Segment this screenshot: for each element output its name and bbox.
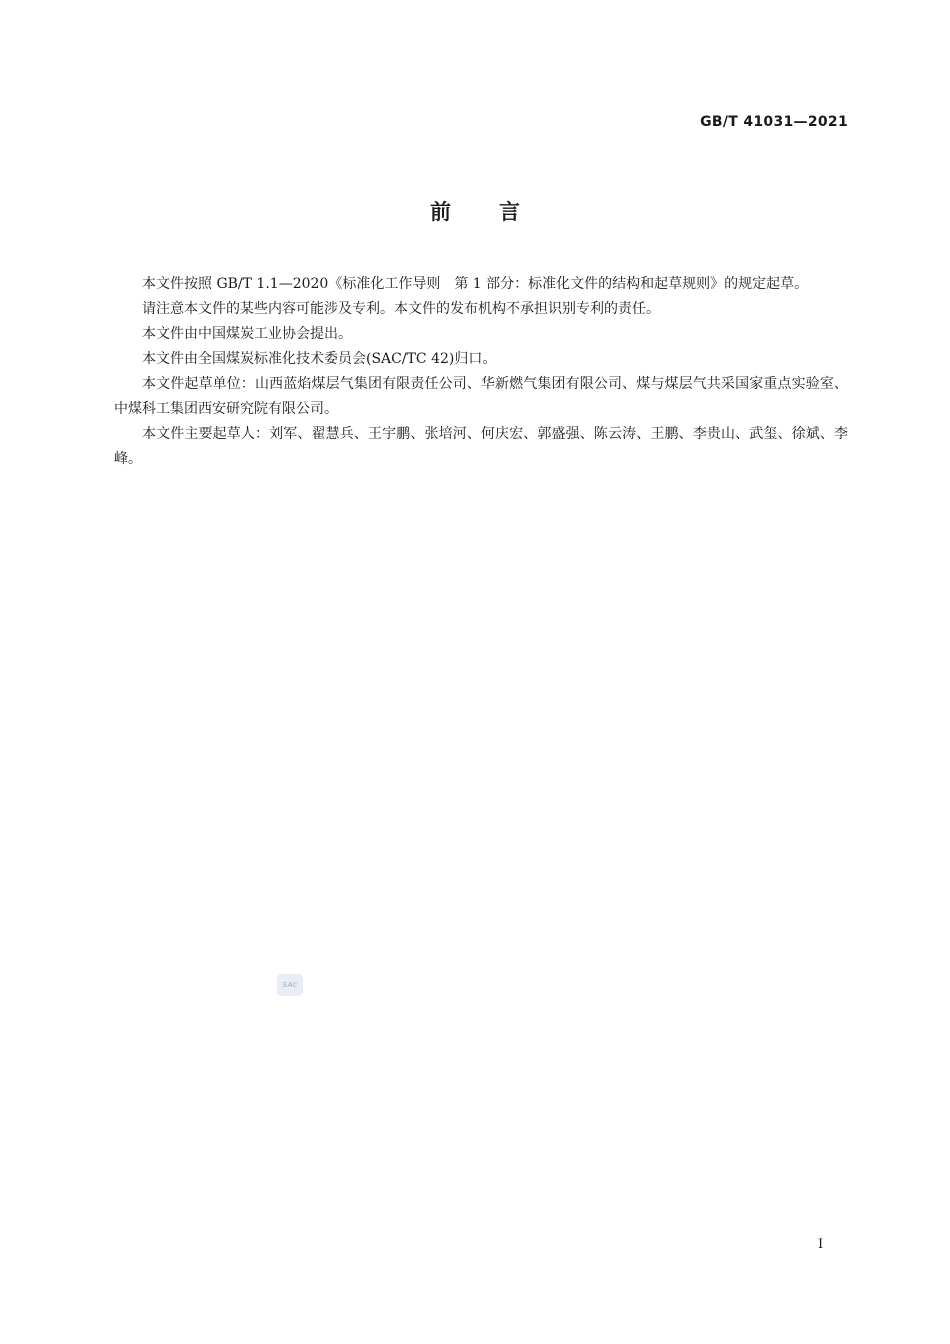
foreword-body	[114, 272, 848, 472]
paragraph-patent-notice: 请注意本文件的某些内容可能涉及专利。本文件的发布机构不承担识别专利的责任。	[142, 301, 660, 317]
page-title: 前言	[430, 200, 568, 224]
paragraph-technical-committee: 本文件由全国煤炭标准化技术委员会(SAC/TC 42)归口。	[142, 351, 497, 367]
paragraph-drafting-rule: 本文件按照 GB/T 1.1—2020《标准化工作导则 第 1 部分：标准化文件的结构和起草规则》的规定起草。	[142, 276, 809, 292]
paragraph-drafters: 本文件主要起草人：刘军、翟慧兵、王宇鹏、张培河、何庆宏、郭盛强、陈云涛、王鹏、李贵山、武玺、徐斌、李峰。	[114, 426, 848, 467]
page-number: I	[818, 1237, 824, 1252]
sac-watermark-label: SAC	[282, 981, 298, 989]
standard-number: GB/T 41031—2021	[700, 114, 848, 130]
paragraph-drafting-units: 本文件起草单位：山西蓝焰煤层气集团有限责任公司、华新燃气集团有限公司、煤与煤层气共采国家重点实验室、中煤科工集团西安研究院有限公司。	[114, 376, 848, 417]
sac-watermark-logo	[277, 974, 303, 996]
paragraph-proposer: 本文件由中国煤炭工业协会提出。	[142, 326, 352, 342]
